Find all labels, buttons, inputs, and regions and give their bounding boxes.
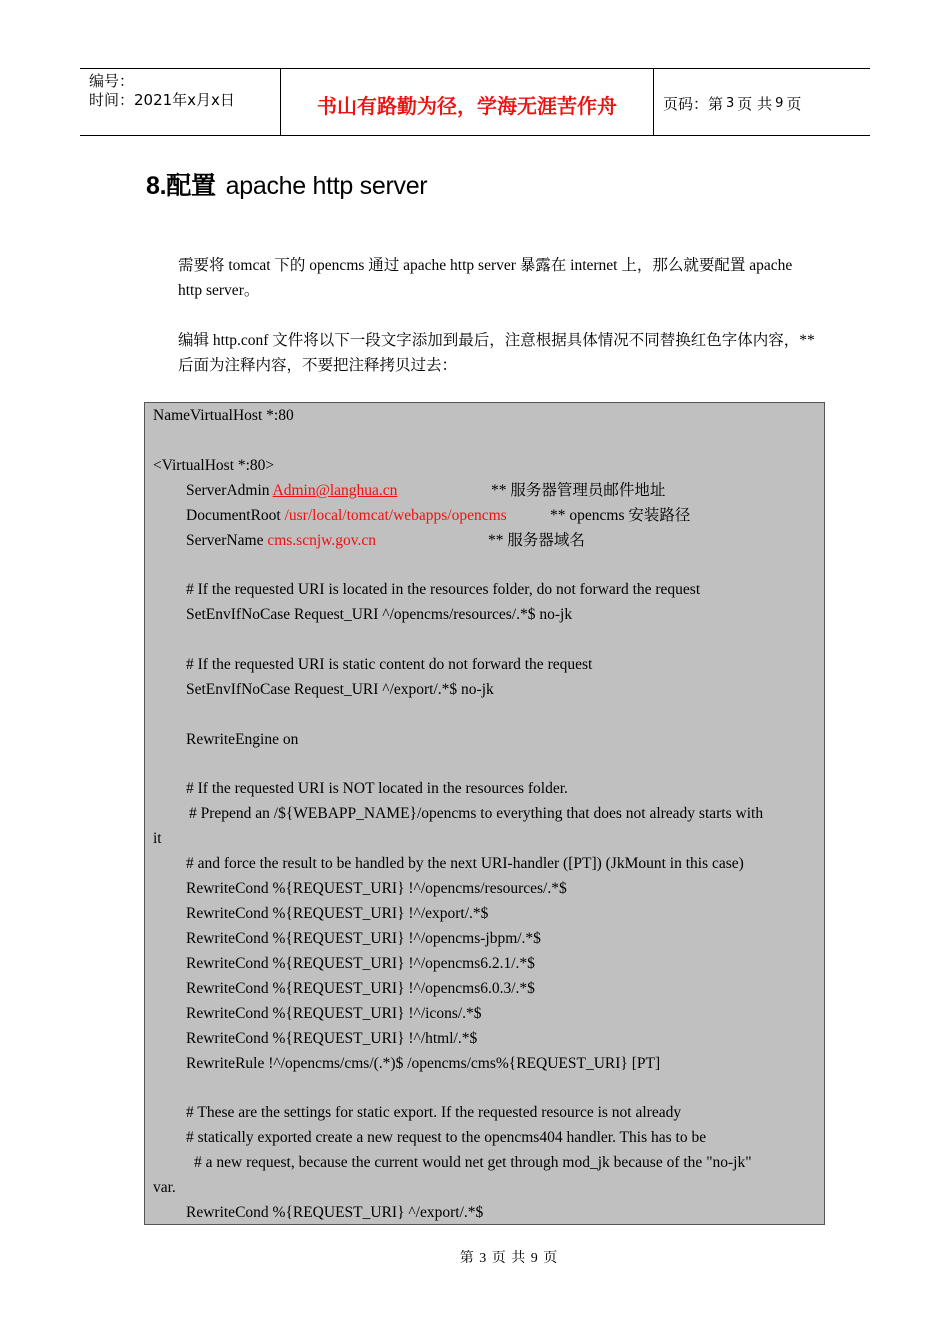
code-line: RewriteCond %{REQUEST_URI} !^/opencms6.2.1/.*$ [186, 955, 535, 972]
code-line: RewriteCond %{REQUEST_URI} !^/html/.*$ [186, 1030, 478, 1047]
code-line-document-root: DocumentRoot /usr/local/tomcat/webapps/opencms [186, 507, 507, 524]
header-page-total: 9 [775, 95, 784, 111]
header-page-mid: 页 共 [737, 94, 773, 113]
footer-page-total: 9 [530, 1251, 539, 1266]
instruction-paragraph: 编辑 http.conf 文件将以下一段文字添加到最后，注意根据具体情况不同替换红色字体内容，**后面为注释内容，不要把注释拷贝过去： [178, 332, 815, 374]
page-header [80, 68, 870, 136]
code-line: var. [153, 1179, 176, 1196]
section-number: 8. [146, 172, 167, 200]
admin-email-link[interactable]: Admin@langhua.cn [272, 482, 398, 499]
code-note: ** opencms 安装路径 [550, 507, 691, 524]
header-date-label: 时间：2021年x月x日 [89, 91, 235, 109]
section-title-cn: 配置 [166, 172, 216, 200]
code-line: # Prepend an /${WEBAPP_NAME}/opencms to everything that does not already starts with [189, 805, 764, 822]
code-line: RewriteCond %{REQUEST_URI} !^/opencms/resources/.*$ [186, 880, 567, 897]
code-line: <VirtualHost *:80> [153, 457, 275, 474]
header-meta [80, 69, 281, 135]
code-line: RewriteCond %{REQUEST_URI} !^/opencms-jbpm/.*$ [186, 930, 541, 947]
header-motto: 书山有路勤为径，学海无涯苦作舟 [281, 69, 654, 135]
code-line-server-admin: ServerAdmin Admin@langhua.cn [186, 482, 398, 499]
code-line: RewriteCond %{REQUEST_URI} !^/icons/.*$ [186, 1005, 482, 1022]
header-page-num: 3 [726, 95, 735, 111]
server-name-value: cms.scnjw.gov.cn [267, 532, 376, 549]
config-code-block [144, 402, 825, 1225]
code-line: # If the requested URI is static content do not forward the request [186, 656, 593, 673]
code-line: # a new request, because the current would net get through mod_jk because of the "no-jk" [194, 1154, 752, 1171]
code-line: SetEnvIfNoCase Request_URI ^/export/.*$ no-jk [186, 681, 494, 698]
header-number-label: 编号： [89, 72, 135, 90]
code-line: # If the requested URI is located in the resources folder, do not forward the request [186, 581, 701, 598]
footer-suffix: 页 [543, 1251, 559, 1266]
document-root-value: /usr/local/tomcat/webapps/opencms [284, 507, 507, 524]
code-line: it [153, 830, 162, 847]
page-footer [0, 1247, 950, 1267]
code-note: ** 服务器域名 [488, 532, 585, 549]
code-line: # and force the result to be handled by the next URI-handler ([PT]) (JkMount in this case) [186, 855, 744, 872]
intro-paragraph: 需要将 tomcat 下的 opencms 通过 apache http server 暴露在 internet 上，那么就要配置 apache http server。 [178, 257, 793, 299]
code-line: # statically exported create a new request to the opencms404 handler. This has to be [186, 1129, 707, 1146]
code-line: RewriteRule !^/opencms/cms/(.*)$ /opencms/cms%{REQUEST_URI} [PT] [186, 1055, 661, 1072]
header-page-info [654, 69, 870, 135]
code-line: RewriteCond %{REQUEST_URI} ^/export/.*$ [186, 1204, 484, 1221]
code-line: SetEnvIfNoCase Request_URI ^/opencms/resources/.*$ no-jk [186, 606, 573, 623]
footer-page-num: 3 [479, 1251, 488, 1266]
code-line: RewriteCond %{REQUEST_URI} !^/opencms6.0.3/.*$ [186, 980, 535, 997]
code-line: NameVirtualHost *:80 [153, 407, 294, 424]
code-line: # If the requested URI is NOT located in the resources folder. [186, 780, 568, 797]
footer-prefix: 第 [459, 1251, 475, 1266]
footer-mid: 页 共 [491, 1251, 527, 1266]
code-line-server-name: ServerName cms.scnjw.gov.cn [186, 532, 376, 549]
code-line: # These are the settings for static export. If the requested resource is not already [186, 1104, 682, 1121]
code-line: RewriteEngine on [186, 731, 299, 748]
header-page-prefix: 页码：第 [663, 94, 724, 113]
section-title-en: apache http server [225, 172, 428, 200]
header-page-suffix: 页 [786, 94, 802, 113]
section-title [146, 166, 427, 202]
code-line: RewriteCond %{REQUEST_URI} !^/export/.*$ [186, 905, 489, 922]
code-note: ** 服务器管理员邮件地址 [491, 482, 666, 499]
